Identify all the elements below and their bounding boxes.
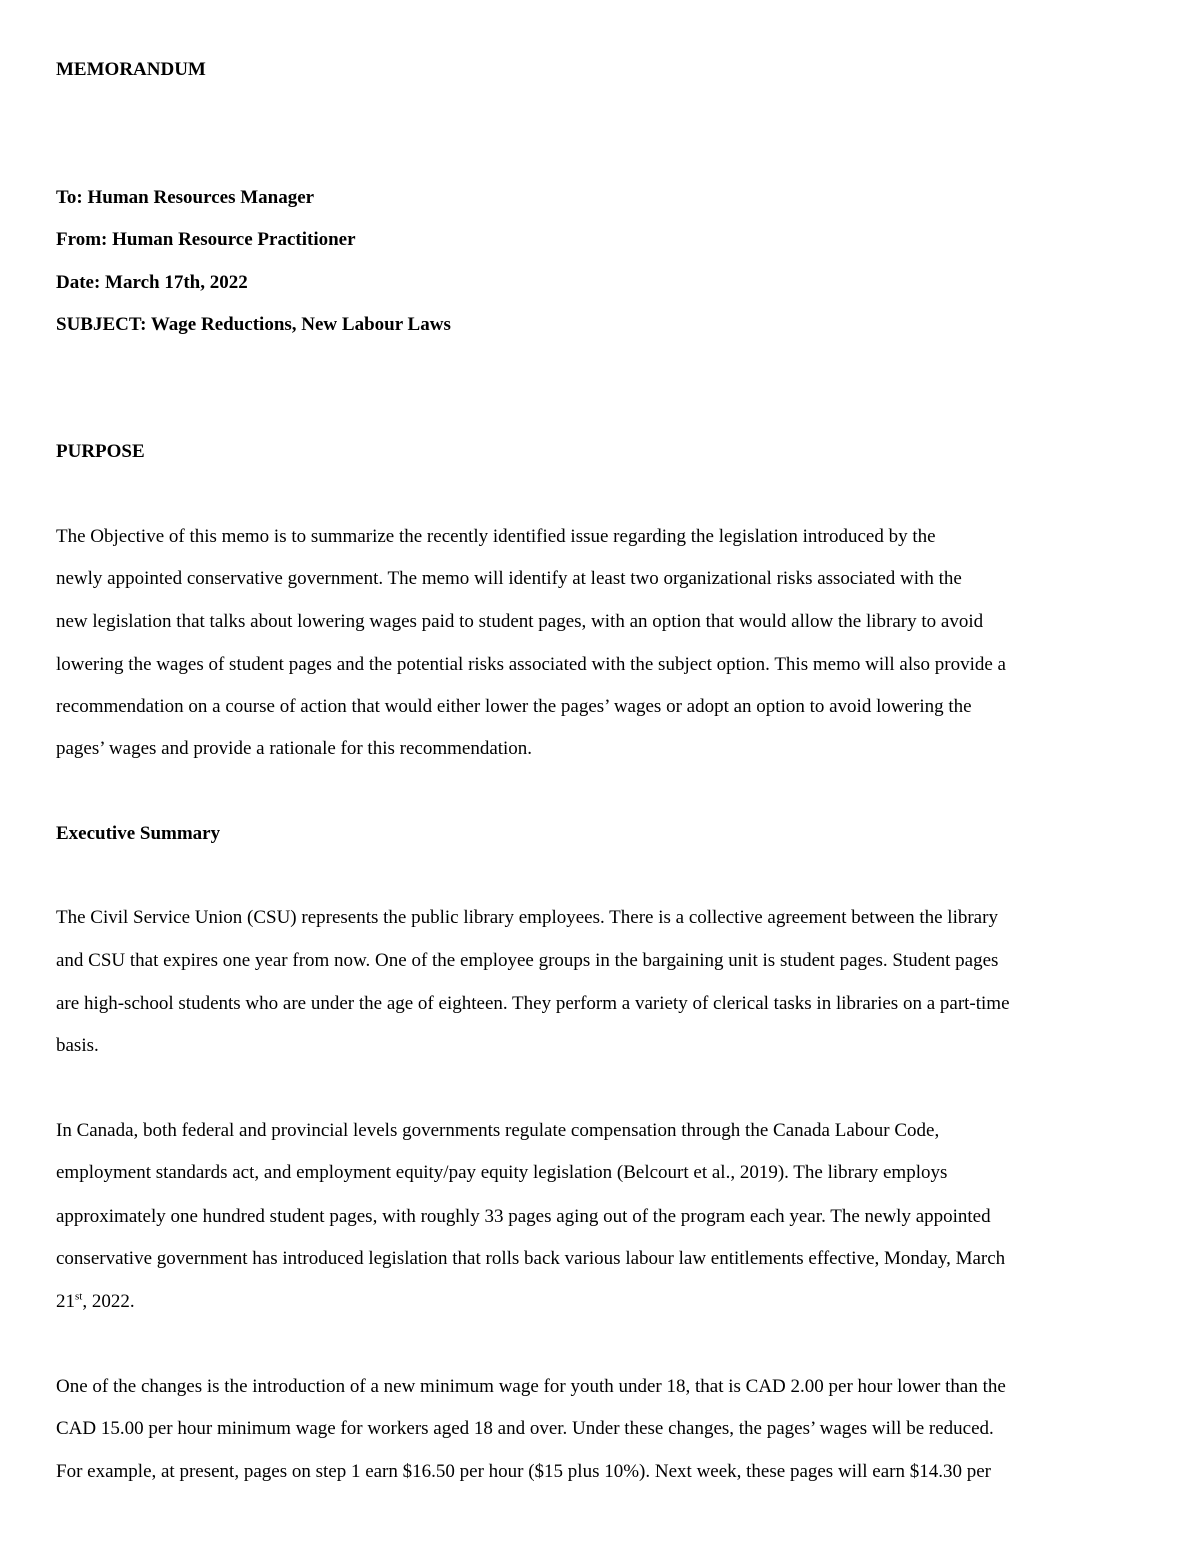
memo-title: MEMORANDUM bbox=[56, 59, 206, 80]
purpose-line: lowering the wages of student pages and the potential risks associated with the subject option. This memo will also provide a bbox=[56, 654, 1006, 675]
date-day: 21 bbox=[56, 1291, 75, 1312]
memo-date: Date: March 17th, 2022 bbox=[56, 272, 248, 293]
summary-paragraph-line: CAD 15.00 per hour minimum wage for workers aged 18 and over. Under these changes, the pages’ wages will be reduced. bbox=[56, 1418, 994, 1439]
summary-paragraph-line bbox=[56, 1290, 135, 1314]
summary-paragraph-line: and CSU that expires one year from now. One of the employee groups in the bargaining unit is student pages. Student pages bbox=[56, 950, 999, 971]
purpose-line: recommendation on a course of action that would either lower the pages’ wages or adopt an option to avoid lowering the bbox=[56, 696, 972, 717]
summary-paragraph-line: In Canada, both federal and provincial levels governments regulate compensation through the Canada Labour Code, bbox=[56, 1120, 940, 1141]
date-ordinal-suffix: st bbox=[75, 1290, 83, 1303]
purpose-heading: PURPOSE bbox=[56, 441, 145, 462]
date-year: , 2022. bbox=[82, 1291, 135, 1312]
summary-paragraph-line: are high-school students who are under the age of eighteen. They perform a variety of clerical tasks in libraries on a part-time bbox=[56, 993, 1010, 1014]
summary-paragraph-line: conservative government has introduced legislation that rolls back various labour law entitlements effective, Monday, March bbox=[56, 1248, 1006, 1269]
purpose-line: new legislation that talks about lowering wages paid to student pages, with an option that would allow the library to avoid bbox=[56, 611, 984, 632]
purpose-line: The Objective of this memo is to summarize the recently identified issue regarding the legislation introduced by the bbox=[56, 526, 936, 547]
summary-paragraph-line: For example, at present, pages on step 1 earn $16.50 per hour ($15 plus 10%). Next week, these pages will earn $14.30 per bbox=[56, 1461, 991, 1482]
purpose-line: newly appointed conservative government. The memo will identify at least two organizational risks associated with the bbox=[56, 568, 962, 589]
summary-paragraph-line: employment standards act, and employment equity/pay equity legislation (Belcourt et al., 2019). The library employs bbox=[56, 1162, 948, 1183]
memo-to: To: Human Resources Manager bbox=[56, 187, 315, 208]
purpose-line: pages’ wages and provide a rationale for this recommendation. bbox=[56, 738, 533, 759]
memo-subject: SUBJECT: Wage Reductions, New Labour Laws bbox=[56, 314, 451, 335]
memo-from: From: Human Resource Practitioner bbox=[56, 229, 356, 250]
executive-summary-heading: Executive Summary bbox=[56, 823, 221, 844]
summary-paragraph-line: One of the changes is the introduction of a new minimum wage for youth under 18, that is CAD 2.00 per hour lower than the bbox=[56, 1376, 1006, 1397]
summary-paragraph-line: The Civil Service Union (CSU) represents the public library employees. There is a collective agreement between the library bbox=[56, 907, 998, 928]
summary-paragraph-line: approximately one hundred student pages, with roughly 33 pages aging out of the program each year. The newly appointed bbox=[56, 1206, 991, 1227]
summary-paragraph-line: basis. bbox=[56, 1035, 99, 1056]
